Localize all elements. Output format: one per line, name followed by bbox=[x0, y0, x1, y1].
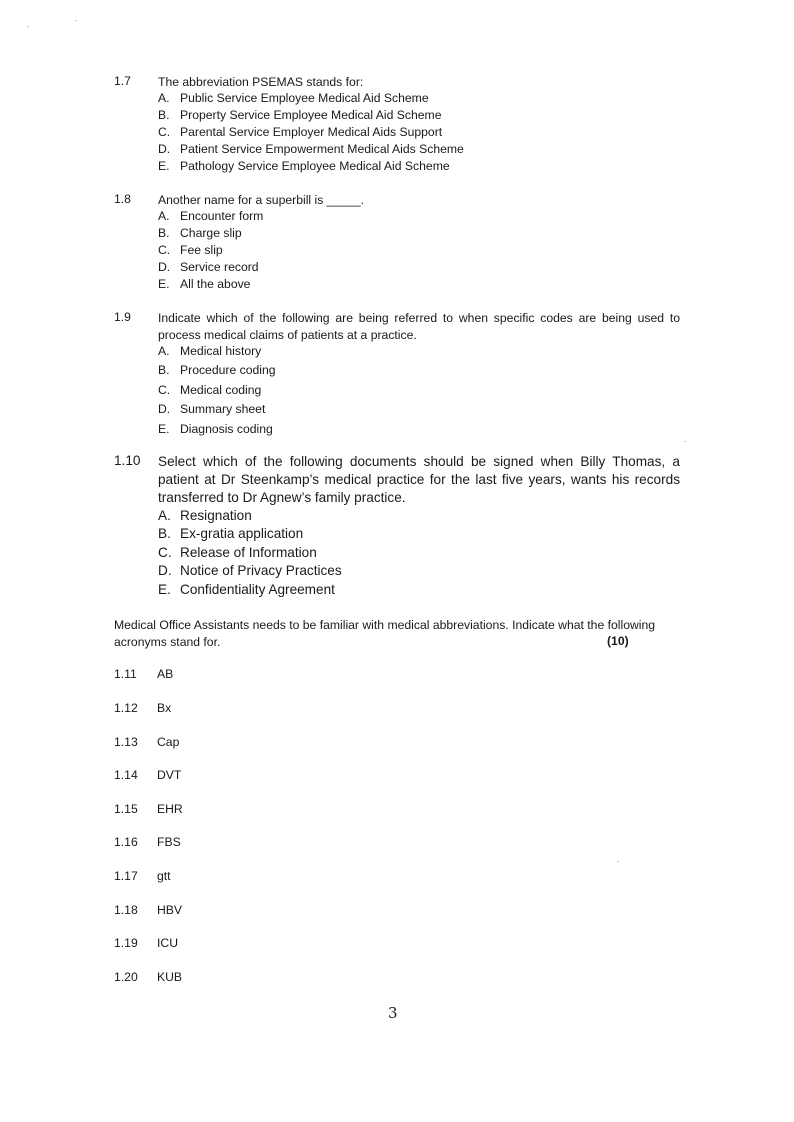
section-instructions: Medical Office Assistants needs to be familiar with medical abbreviations. Indicate what the following acronyms stand for. bbox=[114, 618, 656, 649]
abbreviation-item: 1.15 EHR bbox=[114, 802, 183, 816]
question-stem: The abbreviation PSEMAS stands for: bbox=[158, 75, 364, 89]
option-c: C. Parental Service Employer Medical Aids Support bbox=[158, 125, 443, 139]
scan-speck bbox=[75, 20, 77, 21]
question-number: 1.9 bbox=[114, 310, 131, 324]
option-d: D. Patient Service Empowerment Medical Aids Scheme bbox=[158, 142, 464, 156]
option-d: D. Summary sheet bbox=[158, 402, 266, 416]
question-1-7 bbox=[114, 74, 680, 174]
abbreviation-item: 1.13 Cap bbox=[114, 735, 180, 749]
question-number: 1.8 bbox=[114, 192, 131, 206]
abbreviation-item: 1.16 FBS bbox=[114, 835, 181, 849]
option-e: E. Pathology Service Employee Medical Aid Scheme bbox=[158, 159, 450, 173]
abbreviation-item: 1.20 KUB bbox=[114, 970, 183, 984]
question-1-9 bbox=[114, 310, 680, 440]
scan-speck bbox=[684, 441, 686, 442]
option-b: B. Procedure coding bbox=[158, 363, 276, 377]
option-a: A. Resignation bbox=[158, 508, 252, 523]
option-b: B. Charge slip bbox=[158, 226, 242, 240]
scan-speck bbox=[27, 26, 29, 27]
question-number: 1.7 bbox=[114, 74, 131, 88]
option-c: C. Fee slip bbox=[158, 243, 223, 257]
question-stem: Select which of the following documents should be signed when Billy Thomas, a patient at Dr Steenkamp’s medical practice for the last five years, wants his records transferred to Dr Agnew’s family practice. bbox=[158, 454, 680, 506]
option-b: B. Ex-gratia application bbox=[158, 526, 304, 541]
question-number: 1.10 bbox=[114, 453, 141, 468]
option-e: E. Confidentiality Agreement bbox=[158, 582, 335, 597]
abbreviation-item: 1.18 HBV bbox=[114, 903, 183, 917]
option-e: E. All the above bbox=[158, 277, 251, 291]
abbreviation-item: 1.11 AB bbox=[114, 667, 174, 681]
question-1-10 bbox=[114, 453, 680, 603]
option-b: B. Property Service Employee Medical Aid Scheme bbox=[158, 108, 442, 122]
option-a: A. Encounter form bbox=[158, 209, 264, 223]
option-e: E. Diagnosis coding bbox=[158, 422, 273, 436]
option-a: A. Public Service Employee Medical Aid Scheme bbox=[158, 91, 429, 105]
question-stem: Indicate which of the following are being referred to when specific codes are being used to process medical claims of patients at a practice. bbox=[158, 311, 680, 342]
option-d: D. Service record bbox=[158, 260, 259, 274]
option-c: C. Medical coding bbox=[158, 383, 262, 397]
abbreviation-item: 1.17 gtt bbox=[114, 869, 171, 883]
abbreviation-item: 1.14 DVT bbox=[114, 768, 182, 782]
scan-speck bbox=[617, 861, 619, 862]
section-marks: (10) bbox=[607, 634, 629, 648]
option-a: A. Medical history bbox=[158, 344, 262, 358]
question-stem: Another name for a superbill is _____. bbox=[158, 193, 364, 207]
abbreviation-item: 1.12 Bx bbox=[114, 701, 172, 715]
option-d: D. Notice of Privacy Practices bbox=[158, 563, 342, 578]
abbreviation-item: 1.19 ICU bbox=[114, 936, 178, 950]
page-number: 3 bbox=[388, 1004, 398, 1022]
option-c: C. Release of Information bbox=[158, 545, 317, 560]
question-1-8 bbox=[114, 192, 680, 292]
